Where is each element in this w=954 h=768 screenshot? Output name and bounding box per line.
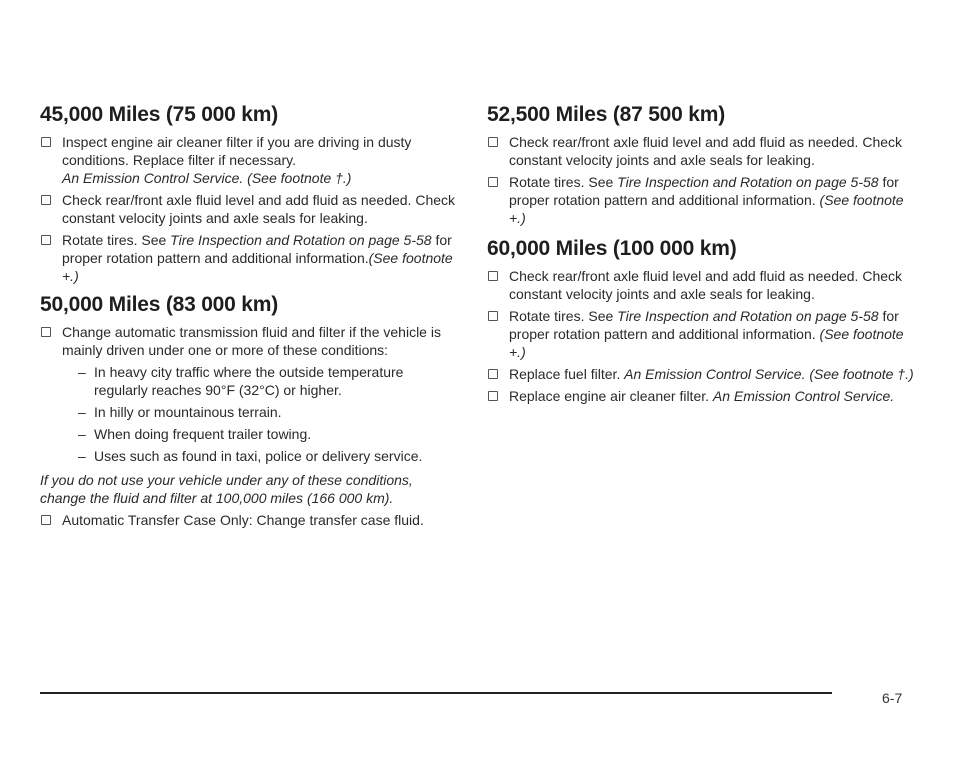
checkbox-icon xyxy=(488,137,498,147)
section-heading-45000: 45,000 Miles (75 000 km) xyxy=(40,103,279,126)
checkbox-icon xyxy=(488,177,498,187)
left-column xyxy=(40,103,460,533)
condition-item: – When doing frequent trailer towing. xyxy=(78,426,312,442)
checklist-transfer xyxy=(40,511,460,529)
right-column xyxy=(487,103,917,409)
section-heading-60000: 60,000 Miles (100 000 km) xyxy=(487,237,737,260)
page-number: 6-7 xyxy=(882,690,903,706)
list-item: Inspect engine air cleaner filter if you are driving in dusty conditions. Replace filter if necessary. An Emission Control Service. (See footnote †.) xyxy=(40,133,460,187)
condition-item: – Uses such as found in taxi, police or delivery service. xyxy=(78,448,423,464)
list-item: Rotate tires. See Tire Inspection and Rotation on page 5-58 for proper rotation pattern and additional information. (See footnote +.) xyxy=(487,307,917,361)
list-item: Check rear/front axle fluid level and add fluid as needed. Check constant velocity joints and axle seals for leaking. xyxy=(487,133,917,169)
condition-list xyxy=(40,363,460,465)
cross-reference-link: Tire Inspection and Rotation on page 5-58 xyxy=(617,174,879,190)
cross-reference-link: Tire Inspection and Rotation on page 5-58 xyxy=(170,232,432,248)
checkbox-icon xyxy=(488,271,498,281)
footnote-ref: (See footnote +.) xyxy=(509,326,904,360)
checklist-60000 xyxy=(487,267,917,405)
emission-note: An Emission Control Service. (See footnote †.) xyxy=(62,170,352,186)
checkbox-icon xyxy=(41,235,51,245)
checkbox-icon xyxy=(41,515,51,525)
list-item: Rotate tires. See Tire Inspection and Rotation on page 5-58 for proper rotation pattern and additional information.(See footnote +.) xyxy=(40,231,460,285)
section-heading-52500: 52,500 Miles (87 500 km) xyxy=(487,103,726,126)
list-item: Rotate tires. See Tire Inspection and Rotation on page 5-58 for proper rotation pattern and additional information. (See footnote +.) xyxy=(487,173,917,227)
footnote-ref: (See footnote +.) xyxy=(62,250,453,284)
footer-rule xyxy=(40,692,832,694)
list-item: Automatic Transfer Case Only: Change transfer case fluid. xyxy=(40,511,460,529)
emission-note: An Emission Control Service. xyxy=(712,388,895,404)
checkbox-icon xyxy=(41,195,51,205)
checkbox-icon xyxy=(41,327,51,337)
emission-note: An Emission Control Service. (See footnote †.) xyxy=(624,366,914,382)
cross-reference-link: Tire Inspection and Rotation on page 5-58 xyxy=(617,308,879,324)
list-item: Check rear/front axle fluid level and add fluid as needed. Check constant velocity joints and axle seals for leaking. xyxy=(487,267,917,303)
fluid-change-note: If you do not use your vehicle under any of these conditions, change the fluid and filter at 100,000 miles (166 000 km). xyxy=(40,472,413,506)
list-item: Check rear/front axle fluid level and add fluid as needed. Check constant velocity joints and axle seals for leaking. xyxy=(40,191,460,227)
condition-item: – In heavy city traffic where the outside temperature regularly reaches 90°F (32°C) or higher. xyxy=(78,364,404,398)
section-heading-50000: 50,000 Miles (83 000 km) xyxy=(40,293,279,316)
checkbox-icon xyxy=(488,311,498,321)
checkbox-icon xyxy=(41,137,51,147)
list-item: Replace engine air cleaner filter. An Emission Control Service. xyxy=(487,387,917,405)
checklist-52500 xyxy=(487,133,917,227)
checklist-50000 xyxy=(40,323,460,359)
condition-item: – In hilly or mountainous terrain. xyxy=(78,404,282,420)
checkbox-icon xyxy=(488,391,498,401)
checklist-45000 xyxy=(40,133,460,285)
list-item: Replace fuel filter. An Emission Control Service. (See footnote †.) xyxy=(487,365,917,383)
list-item: Change automatic transmission fluid and filter if the vehicle is mainly driven under one or more of these conditions: xyxy=(40,323,460,359)
footnote-ref: (See footnote +.) xyxy=(509,192,904,226)
checkbox-icon xyxy=(488,369,498,379)
